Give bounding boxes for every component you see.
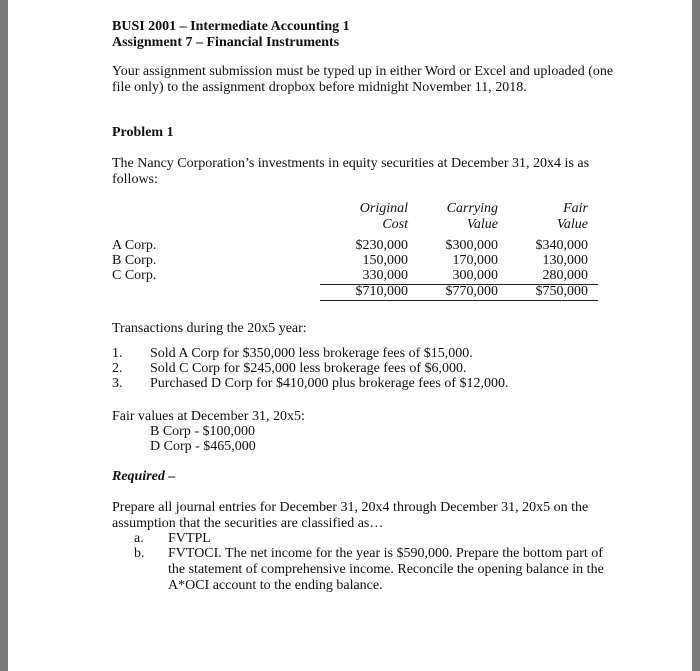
required-text-1: Prepare all journal entries for December 31, 20x4 through December 31, 20x5 on the: [112, 500, 589, 515]
transactions-heading: Transactions during the 20x5 year:: [112, 321, 307, 336]
col-carrying-line2: Value: [466, 217, 498, 232]
fair-values-heading: Fair values at December 31, 20x5:: [112, 409, 305, 424]
cell-b-cost: 150,000: [362, 253, 408, 268]
table-rule-bottom: [320, 300, 598, 301]
cell-c-cost: 330,000: [362, 268, 408, 283]
option-b-line-1: FVTOCI. The net income for the year is $590,000. Prepare the bottom part of: [168, 546, 603, 561]
cell-a-carrying: $300,000: [445, 238, 498, 253]
option-letter-b: b.: [134, 546, 145, 561]
option-letter-a: a.: [134, 531, 144, 546]
required-label: Required –: [112, 469, 176, 484]
intro-line-1: Your assignment submission must be typed up in either Word or Excel and uploaded (one: [112, 64, 614, 79]
cell-b-fair: 130,000: [542, 253, 588, 268]
col-fair-line2: Value: [556, 217, 588, 232]
transaction-text-3: Purchased D Corp for $410,000 plus brokerage fees of $12,000.: [150, 376, 509, 391]
total-fair: $750,000: [535, 284, 588, 299]
option-b-line-2: the statement of comprehensive income. Reconcile the opening balance in the: [168, 562, 604, 577]
row-name-c: C Corp.: [112, 268, 157, 283]
cell-b-carrying: 170,000: [452, 253, 498, 268]
fair-value-b: B Corp - $100,000: [150, 424, 255, 439]
transaction-num-1: 1.: [112, 346, 123, 361]
fair-value-d: D Corp - $465,000: [150, 439, 256, 454]
row-name-b: B Corp.: [112, 253, 157, 268]
col-carrying-line1: Carrying: [446, 201, 498, 216]
problem-lead-line-2: follows:: [112, 172, 158, 187]
problem-heading: Problem 1: [112, 125, 174, 140]
option-b-line-3: A*OCI account to the ending balance.: [168, 578, 383, 593]
cell-a-cost: $230,000: [355, 238, 408, 253]
problem-lead-line-1: The Nancy Corporation’s investments in equity securities at December 31, 20x4 is as: [112, 156, 590, 171]
cell-a-fair: $340,000: [535, 238, 588, 253]
col-original-line1: Original: [359, 201, 408, 216]
course-title: BUSI 2001 – Intermediate Accounting 1: [112, 19, 350, 34]
document-page: [8, 0, 692, 671]
transaction-text-2: Sold C Corp for $245,000 less brokerage fees of $6,000.: [150, 361, 467, 376]
required-text-2: assumption that the securities are classified as…: [112, 516, 384, 531]
cell-c-carrying: 300,000: [452, 268, 498, 283]
transaction-num-2: 2.: [112, 361, 123, 376]
total-cost: $710,000: [355, 284, 408, 299]
option-a-text: FVTPL: [168, 531, 211, 546]
assignment-title: Assignment 7 – Financial Instruments: [112, 35, 340, 50]
transaction-text-1: Sold A Corp for $350,000 less brokerage fees of $15,000.: [150, 346, 473, 361]
row-name-a: A Corp.: [112, 238, 157, 253]
col-fair-line1: Fair: [563, 201, 588, 216]
cell-c-fair: 280,000: [542, 268, 588, 283]
intro-line-2: file only) to the assignment dropbox before midnight November 11, 2018.: [112, 80, 527, 95]
total-carrying: $770,000: [445, 284, 498, 299]
transaction-num-3: 3.: [112, 376, 123, 391]
col-original-line2: Cost: [382, 217, 408, 232]
